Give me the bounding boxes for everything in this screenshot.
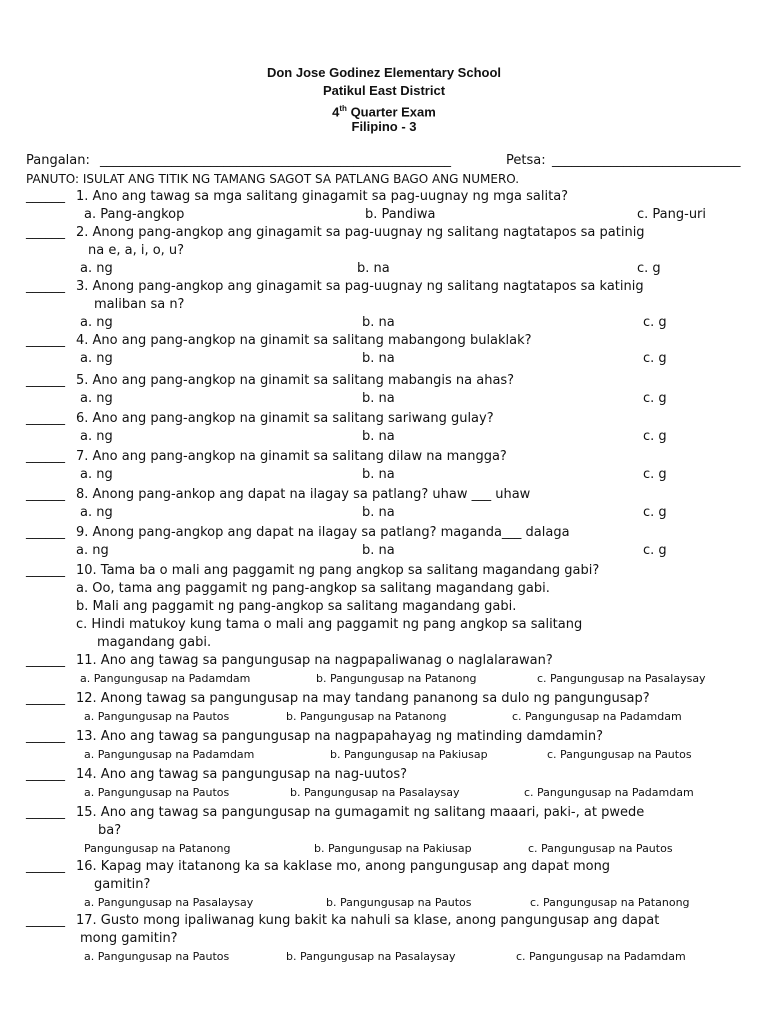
question-text-cont: na e, a, i, o, u? <box>88 243 185 258</box>
choice-c-cont: magandang gabi. <box>97 635 212 650</box>
question-text: 12. Anong tawag sa pangungusap na may tandang pananong sa dulo ng pangungusap? <box>76 691 650 706</box>
exam-number: 4 <box>332 104 340 120</box>
question-text-cont: gamitin? <box>94 877 151 892</box>
choice-a: a. ng <box>80 429 113 444</box>
answer-blank[interactable]: ______ <box>26 373 65 388</box>
name-field[interactable]: ______________________________________________________ <box>100 153 451 168</box>
question-text-cont: ba? <box>98 823 122 838</box>
choice-b: b. na <box>357 261 390 276</box>
choice-a: a. Pangungusap na Pautos <box>84 950 230 963</box>
choice-c: c. g <box>643 351 667 366</box>
choice-b: b. na <box>362 505 395 520</box>
answer-blank[interactable]: ______ <box>26 279 65 294</box>
choices-row <box>0 206 768 224</box>
choice-b: b. Pangungusap na Pautos <box>326 896 472 909</box>
choices-row <box>0 260 768 278</box>
choices-row <box>0 708 768 726</box>
answer-blank[interactable]: ______ <box>26 691 65 706</box>
choice-a: Pangungusap na Patanong <box>84 842 231 855</box>
question-11 <box>0 652 768 670</box>
answer-blank[interactable]: ______ <box>26 859 65 874</box>
choices-row <box>0 948 768 966</box>
choice-a: a. ng <box>76 543 109 558</box>
answer-blank[interactable]: ______ <box>26 805 65 820</box>
choice-c: c. Pangungusap na Pasalaysay <box>537 672 706 685</box>
district-name: Patikul East District <box>322 83 446 98</box>
question-8 <box>0 486 768 504</box>
choice-c: c. g <box>643 315 667 330</box>
question-text: 14. Ano ang tawag sa pangungusap na nag-uutos? <box>76 767 408 782</box>
choice-a: a. Pangungusap na Pautos <box>84 710 230 723</box>
name-date-row <box>0 152 768 170</box>
choice-b: b. na <box>362 351 395 366</box>
question-text-cont: mong gamitin? <box>80 931 178 946</box>
question-13 <box>0 728 768 746</box>
date-label: Petsa: <box>506 153 546 168</box>
choices-row <box>0 428 768 446</box>
answer-blank[interactable]: ______ <box>26 449 65 464</box>
choice-a: a. ng <box>80 261 113 276</box>
question-text: 6. Ano ang pang-angkop na ginamit sa salitang sariwang gulay? <box>76 411 494 426</box>
choices-row <box>0 840 768 858</box>
answer-blank[interactable]: ______ <box>26 411 65 426</box>
choice-b: b. Pangungusap na Pasalaysay <box>286 950 456 963</box>
choices-row <box>0 746 768 764</box>
choice-c: c. Pangungusap na Padamdam <box>512 710 682 723</box>
question-continuation <box>0 930 768 948</box>
choice-c: c. g <box>643 391 667 406</box>
answer-blank[interactable]: ______ <box>26 767 65 782</box>
choice-a: a. Pangungusap na Padamdam <box>84 748 255 761</box>
choice-a: a. Oo, tama ang paggamit ng pang-angkop sa salitang magandang gabi. <box>76 581 550 596</box>
choice-c: c. g <box>643 429 667 444</box>
question-continuation <box>0 296 768 314</box>
choice-b: b. Pangungusap na Pakiusap <box>330 748 488 761</box>
choices-row <box>0 504 768 522</box>
question-text: 16. Kapag may itatanong ka sa kaklase mo, anong pangungusap ang dapat mong <box>76 859 611 874</box>
instructions: PANUTO: ISULAT ANG TITIK NG TAMANG SAGOT SA PATLANG BAGO ANG NUMERO. <box>26 172 520 186</box>
choice-b: b. Pangungusap na Pakiusap <box>314 842 472 855</box>
choice-c: c. g <box>643 543 667 558</box>
name-label: Pangalan: <box>26 153 90 168</box>
choice-c: c. g <box>637 261 661 276</box>
choice-a: a. ng <box>80 467 113 482</box>
date-field[interactable]: _____________________________ <box>552 153 741 168</box>
choice-c: c. Hindi matukoy kung tama o mali ang paggamit ng pang angkop sa salitang <box>76 617 583 632</box>
choice-a: a. Pang-angkop <box>84 207 185 222</box>
choice-c: c. g <box>643 505 667 520</box>
choice-row-a <box>0 580 768 598</box>
answer-blank[interactable]: ______ <box>26 525 65 540</box>
question-text: 15. Ano ang tawag sa pangungusap na gumagamit ng salitang maaari, paki-, at pwede <box>76 805 645 820</box>
question-6 <box>0 410 768 428</box>
choice-b: b. na <box>362 391 395 406</box>
choice-row-c <box>0 616 768 634</box>
question-text: 13. Ano ang tawag sa pangungusap na nagpapahayag ng matinding damdamin? <box>76 729 604 744</box>
choice-c: c. Pangungusap na Patanong <box>530 896 690 909</box>
instructions-row <box>0 170 768 188</box>
school-name: Don Jose Godinez Elementary School <box>266 65 502 80</box>
choices-row <box>0 350 768 368</box>
question-3 <box>0 278 768 296</box>
choice-c: c. g <box>643 467 667 482</box>
choice-row-b <box>0 598 768 616</box>
question-text: 7. Ano ang pang-angkop na ginamit sa salitang dilaw na mangga? <box>76 449 507 464</box>
choice-c: c. Pangungusap na Pautos <box>528 842 673 855</box>
question-text: 17. Gusto mong ipaliwanag kung bakit ka nahuli sa klase, anong pangungusap ang dapat <box>76 913 660 928</box>
choice-b: b. Pangungusap na Patanong <box>316 672 477 685</box>
question-text: 2. Anong pang-angkop ang ginagamit sa pag-uugnay ng salitang nagtatapos sa patinig <box>76 225 645 240</box>
question-16 <box>0 858 768 876</box>
question-text: 4. Ano ang pang-angkop na ginamit sa salitang mabangong bulaklak? <box>76 333 532 348</box>
question-text: 5. Ano ang pang-angkop na ginamit sa salitang mabangis na ahas? <box>76 373 515 388</box>
answer-blank[interactable]: ______ <box>26 225 65 240</box>
question-5 <box>0 372 768 390</box>
choice-b: b. Pandiwa <box>365 207 436 222</box>
choices-row <box>0 894 768 912</box>
question-text-cont: maliban sa n? <box>94 297 185 312</box>
choices-row <box>0 542 768 560</box>
choice-b: b. na <box>362 429 395 444</box>
choice-a: a. ng <box>80 505 113 520</box>
answer-blank[interactable]: ______ <box>26 729 65 744</box>
question-text: 9. Anong pang-angkop ang dapat na ilagay sa patlang? maganda___ dalaga <box>76 525 570 540</box>
choices-row <box>0 314 768 332</box>
subject-title: Filipino - 3 <box>351 119 417 134</box>
choice-b: b. na <box>362 543 395 558</box>
choice-c: c. Pangungusap na Padamdam <box>524 786 694 799</box>
choice-a: a. Pangungusap na Pasalaysay <box>84 896 254 909</box>
choices-row <box>0 670 768 688</box>
choice-c: c. Pangungusap na Pautos <box>547 748 692 761</box>
question-text: 3. Anong pang-angkop ang ginagamit sa pag-uugnay ng salitang nagtatapos sa katinig <box>76 279 644 294</box>
choices-row <box>0 466 768 484</box>
choice-a: a. ng <box>80 351 113 366</box>
question-12 <box>0 690 768 708</box>
choice-a: a. ng <box>80 391 113 406</box>
question-10 <box>0 562 768 580</box>
choices-row <box>0 390 768 408</box>
question-continuation <box>0 822 768 840</box>
choice-a: a. ng <box>80 315 113 330</box>
question-1 <box>0 188 768 206</box>
choices-row <box>0 784 768 802</box>
question-text: 1. Ano ang tawag sa mga salitang ginagamit sa pag-uugnay ng mga salita? <box>76 189 569 204</box>
answer-blank[interactable]: ______ <box>26 333 65 348</box>
question-17 <box>0 912 768 930</box>
choice-c: c. Pang-uri <box>637 207 707 222</box>
choice-row-c-cont <box>0 634 768 652</box>
answer-blank[interactable]: ______ <box>26 487 65 502</box>
answer-blank[interactable]: ______ <box>26 189 65 204</box>
question-2 <box>0 224 768 242</box>
answer-blank[interactable]: ______ <box>26 653 65 668</box>
question-4 <box>0 332 768 350</box>
question-14 <box>0 766 768 784</box>
answer-blank[interactable]: ______ <box>26 913 65 928</box>
exam-title-rest: Quarter Exam <box>346 104 436 120</box>
choice-a: a. Pangungusap na Padamdam <box>80 672 251 685</box>
exam-number-suffix: th <box>339 104 347 113</box>
choice-b: b. na <box>362 315 395 330</box>
answer-blank[interactable]: ______ <box>26 563 65 578</box>
choice-a: a. Pangungusap na Pautos <box>84 786 230 799</box>
question-text: 8. Anong pang-ankop ang dapat na ilagay sa patlang? uhaw ___ uhaw <box>76 487 531 502</box>
choice-c: c. Pangungusap na Padamdam <box>516 950 686 963</box>
question-9 <box>0 524 768 542</box>
question-text: 11. Ano ang tawag sa pangungusap na nagpapaliwanag o naglalarawan? <box>76 653 553 668</box>
question-text: 10. Tama ba o mali ang paggamit ng pang angkop sa salitang magandang gabi? <box>76 563 600 578</box>
question-continuation <box>0 876 768 894</box>
choice-b: b. Mali ang paggamit ng pang-angkop sa salitang magandang gabi. <box>76 599 517 614</box>
question-continuation <box>0 242 768 260</box>
choice-b: b. Pangungusap na Patanong <box>286 710 447 723</box>
choice-b: b. na <box>362 467 395 482</box>
question-15 <box>0 804 768 822</box>
question-7 <box>0 448 768 466</box>
choice-b: b. Pangungusap na Pasalaysay <box>290 786 460 799</box>
